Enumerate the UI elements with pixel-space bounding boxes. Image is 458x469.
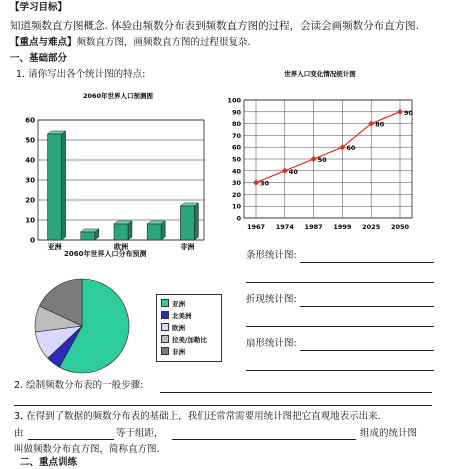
line-point-1 bbox=[253, 180, 259, 186]
line-answer-line-1[interactable] bbox=[300, 306, 434, 307]
bar-y-tick-label: 40 bbox=[25, 156, 35, 165]
keypoints-text: 频数直方图，画频数直方图的过程很复杂. bbox=[76, 37, 251, 48]
bar-y-tick-label: 50 bbox=[25, 136, 35, 145]
bar-answer-label: 条形统计图: bbox=[246, 250, 297, 261]
pie-chart bbox=[30, 276, 134, 376]
objective-title: 【学习目标】 bbox=[10, 2, 68, 13]
bar-x-tick-label: 欧洲 bbox=[114, 243, 128, 251]
pie-legend-item bbox=[161, 299, 185, 308]
pie-chart-title: 2060年世界人口分布预测 bbox=[64, 250, 147, 258]
line-answer-label: 折现统计图: bbox=[246, 294, 297, 305]
line-y-tick-label: 90 bbox=[231, 108, 241, 117]
line-data-label: 50 bbox=[317, 156, 327, 164]
pie-legend-item bbox=[161, 335, 207, 344]
q3-blank-1[interactable] bbox=[28, 439, 114, 440]
bar-y-tick-label: 0 bbox=[30, 236, 35, 245]
line-x-tick-label: 1987 bbox=[304, 223, 323, 231]
pie-answer-label: 扇形统计图: bbox=[246, 338, 297, 349]
line-y-tick-label: 100 bbox=[227, 96, 241, 105]
bar-side bbox=[194, 203, 198, 240]
question-3-line-3: 叫做频数分布直方图，简称直方图. bbox=[14, 444, 160, 455]
pie-legend-label: 非洲 bbox=[172, 348, 185, 356]
line-data-label: 40 bbox=[288, 167, 298, 176]
question-3-line-2b: 等于组距， bbox=[116, 428, 164, 439]
line-y-tick-label: 30 bbox=[231, 179, 241, 188]
bar-answer-line-2[interactable] bbox=[246, 282, 434, 283]
line-point-3 bbox=[311, 156, 317, 162]
bar-chart bbox=[8, 86, 218, 262]
line-y-tick-label: 40 bbox=[231, 167, 241, 176]
line-data-label: 60 bbox=[346, 144, 356, 153]
pie-legend-label: 欧洲 bbox=[172, 324, 185, 332]
line-y-tick-label: 0 bbox=[236, 214, 241, 223]
question-1: 1. 请你写出各个统计图的特点: bbox=[16, 69, 146, 80]
question-3-line-2a: 由 bbox=[14, 428, 24, 439]
line-y-tick-label: 20 bbox=[231, 190, 241, 199]
pie-legend-item bbox=[161, 347, 185, 356]
pie-legend-label: 亚洲 bbox=[172, 300, 185, 308]
bar-y-tick-label: 30 bbox=[25, 176, 35, 185]
pie-legend-item bbox=[161, 311, 192, 320]
line-chart-title: 世界人口变化情况统计图 bbox=[284, 70, 356, 78]
question-2: 2. 绘制频数分布表的一般步骤: bbox=[14, 380, 144, 391]
keypoints-line bbox=[10, 37, 251, 49]
line-answer-line-2[interactable] bbox=[246, 326, 434, 327]
pie-answer-line-2[interactable] bbox=[246, 370, 434, 371]
line-y-tick-label: 80 bbox=[231, 120, 241, 129]
bar-y-tick-label: 10 bbox=[25, 216, 35, 225]
line-y-tick-label: 70 bbox=[231, 131, 241, 140]
line-x-tick-label: 2025 bbox=[362, 223, 381, 231]
line-data-label: 90 bbox=[404, 108, 414, 117]
pie-answer-line-1[interactable] bbox=[300, 350, 434, 351]
bar-answer-line-1[interactable] bbox=[300, 262, 434, 263]
bar-chart-title: 2060年世界人口预测图 bbox=[82, 92, 154, 100]
line-data-label: 30 bbox=[260, 179, 270, 188]
keypoints-title: 【重点与难点】 bbox=[10, 37, 77, 48]
line-data-label: 80 bbox=[375, 120, 385, 129]
pie-legend-swatch bbox=[161, 299, 169, 307]
objective-text: 知道频数直方图概念. 体验由频数分布表到频数直方图的过程，会读会画频数分布直方图. bbox=[10, 20, 420, 32]
section2-title-cutoff: 二、重点训练 bbox=[20, 457, 78, 468]
question-3-line-1: 3. 在得到了数据的频数分布表的基础上，我们还常常需要用统计图把它直观地表示出来. bbox=[14, 411, 381, 422]
pie-legend-swatch bbox=[161, 323, 169, 331]
bar-5 bbox=[180, 206, 194, 240]
line-y-tick-label: 50 bbox=[231, 155, 241, 164]
pie-legend bbox=[156, 294, 222, 362]
pie-legend-swatch bbox=[161, 347, 169, 355]
section1-title: 一、基础部分 bbox=[10, 53, 68, 64]
q2-answer-line-1[interactable] bbox=[160, 392, 432, 393]
bar-4 bbox=[147, 224, 161, 240]
bar-side bbox=[62, 131, 66, 240]
pie-legend-swatch bbox=[161, 311, 169, 319]
question-3-line-2c: 组成的统计图 bbox=[360, 428, 418, 439]
line-chart bbox=[220, 66, 452, 238]
bar-x-tick-label: 亚洲 bbox=[47, 243, 62, 251]
line-point-6 bbox=[397, 109, 403, 115]
line-y-tick-label: 10 bbox=[231, 202, 241, 211]
q2-answer-line-2[interactable] bbox=[14, 405, 432, 406]
line-y-tick-label: 60 bbox=[231, 143, 241, 152]
bar-1 bbox=[48, 134, 62, 240]
bar-2 bbox=[81, 232, 95, 240]
line-x-tick-label: 1974 bbox=[275, 223, 294, 231]
q3-blank-2[interactable] bbox=[172, 439, 356, 440]
bar-y-tick-label: 20 bbox=[25, 196, 35, 205]
line-x-tick-label: 1999 bbox=[333, 223, 352, 231]
bar-y-tick-label: 60 bbox=[25, 116, 35, 125]
pie-legend-label: 北美洲 bbox=[172, 312, 192, 320]
pie-legend-label: 拉美/加勒比 bbox=[172, 336, 207, 344]
bar-3 bbox=[114, 224, 128, 240]
pie-legend-swatch bbox=[161, 335, 169, 343]
bar-x-tick-label: 非洲 bbox=[180, 243, 195, 251]
pie-legend-item bbox=[161, 323, 185, 332]
line-x-tick-label: 2050 bbox=[390, 223, 410, 231]
line-x-tick-label: 1967 bbox=[246, 223, 266, 231]
line-point-2 bbox=[282, 168, 288, 174]
